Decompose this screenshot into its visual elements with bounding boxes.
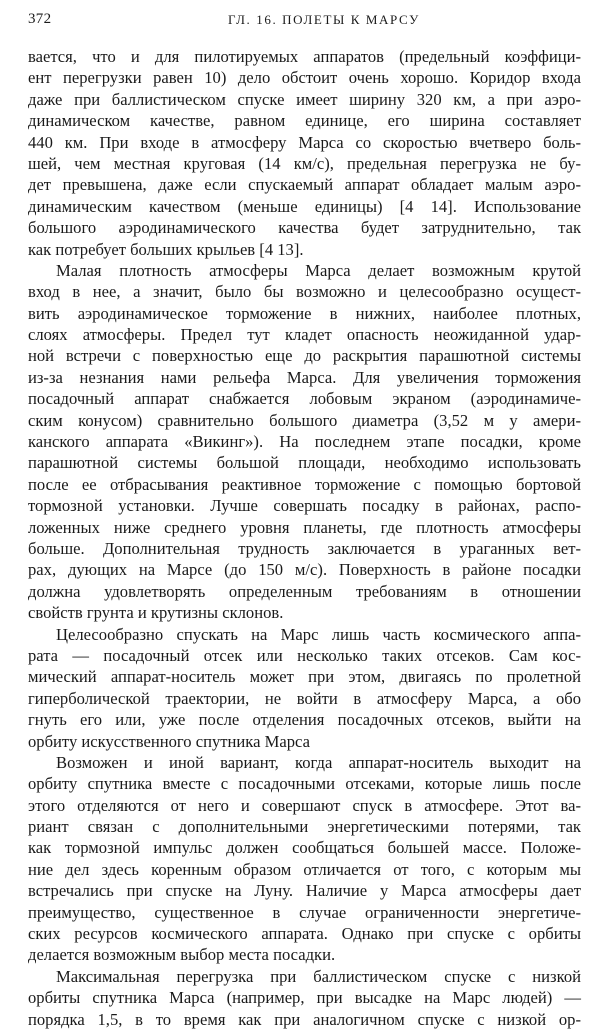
- text-line: как тормозной импульс должен сообщаться большей массе. Положе-: [28, 838, 581, 858]
- text-line: вается, что и для пилотируемых аппаратов (предельный коэффици-: [28, 47, 581, 66]
- page-number: 372: [28, 11, 52, 27]
- text-line: динамическом качестве, равном единице, его ширина составляет: [28, 111, 581, 131]
- text-line: 440 км. При входе в атмосферу Марса со скоростью вчетверо боль-: [28, 132, 581, 152]
- text-line: парашютной системы большой площади, необходимо использовать: [28, 453, 581, 473]
- paragraph: [28, 752, 581, 966]
- text-line: свойств грунта и крутизны склонов.: [28, 603, 284, 623]
- text-line: этого отделяются от него и совершают спуск в атмосфере. Этот ва-: [28, 795, 581, 815]
- text-line: орбиту искусственного спутника Марса: [28, 731, 310, 751]
- text-line: Целесообразно спускать на Марс лишь часть космического аппа-: [56, 624, 581, 644]
- text-line: из-за незнания нами рельефа Марса. Для увеличения торможения: [28, 367, 581, 387]
- text-line: больше. Дополнительная трудность заключается в ураганных вет-: [28, 538, 581, 558]
- text-line: вход в нее, а значит, было бы возможно и целесообразно осущест-: [28, 282, 581, 302]
- text-line: тормозной установки. Лучше совершать посадку в районах, распо-: [28, 496, 581, 516]
- text-line: ент перегрузки равен 10) дело обстоит очень хорошо. Коридор входа: [28, 68, 581, 88]
- text-line: встречались при спуске на Луну. Наличие у Марса атмосферы дает: [28, 881, 581, 901]
- text-line: преимущество, существенное в случае ограниченности энергетиче-: [28, 902, 581, 922]
- text-line: должна удовлетворять определенным требованиям в отношении: [28, 581, 581, 601]
- text-line: ских ресурсов космического аппарата. Однако при спуске с орбиты: [28, 924, 581, 944]
- paragraph: [28, 46, 581, 260]
- text-line: ским конусом) сравнительно большого диаметра (3,52 м у амери-: [28, 410, 581, 430]
- running-head: [28, 11, 580, 31]
- text-line: Возможен и иной вариант, когда аппарат-носитель выходит на: [56, 752, 581, 772]
- text-line: рах, дующих на Марсе (до 150 м/с). Поверхность в районе посадки: [28, 560, 581, 580]
- text-line: после ее отбрасывания реактивное торможение с помощью бортовой: [28, 474, 581, 494]
- text-line: вить аэродинамическое торможение в нижних, наиболее плотных,: [28, 303, 581, 323]
- text-line: слоях атмосферы. Предел тут кладет опасность неожиданной удар-: [28, 325, 581, 345]
- text-line: мический аппарат-носитель может при этом, двигаясь по пролетной: [28, 667, 581, 687]
- text-line: орбиты спутника Марса (например, при высадке на Марс людей) —: [28, 988, 581, 1008]
- text-line: Максимальная перегрузка при баллистическом спуске с низкой: [56, 966, 581, 986]
- text-line: большого аэродинамического качества будет затруднительно, так: [28, 218, 581, 238]
- text-line: гиперболической траектории, не войти в атмосферу Марса, а обо: [28, 688, 581, 708]
- text-line: ной встречи с поверхностью еще до раскрытия парашютной системы: [28, 346, 581, 366]
- paragraph: [28, 966, 581, 1030]
- paragraph: [28, 624, 581, 752]
- text-line: рата — посадочный отсек или несколько таких отсеков. Сам кос-: [28, 645, 581, 665]
- chapter-title: ГЛ. 16. ПОЛЕТЫ К МАРСУ: [228, 12, 420, 27]
- text-line: ние дел здесь коренным образом отличается от того, с которым мы: [28, 859, 581, 879]
- text-line: орбиту спутника вместе с посадочными отсеками, которые лишь после: [28, 774, 581, 794]
- text-line: даже при баллистическом спуске имеет ширину 320 км, а при аэро-: [28, 89, 581, 109]
- text-line: порядка 1,5, в то время как при аналогичном спуске с низкой ор-: [28, 1009, 581, 1029]
- paragraph: [28, 260, 581, 624]
- text-line: дет превышена, даже если спускаемый аппарат обладает малым аэро-: [28, 175, 581, 195]
- text-line: как потребует больших крыльев [4 13].: [28, 239, 304, 259]
- text-line: риант связан с дополнительными энергетическими потерями, так: [28, 817, 581, 837]
- text-line: делается возможным выбор места посадки.: [28, 945, 336, 965]
- text-line: шей, чем местная круговая (14 км/с), предельная перегрузка не бу-: [28, 153, 581, 173]
- text-line: посадочный аппарат снабжается лобовым экраном (аэродинамиче-: [28, 389, 581, 409]
- text-line: ложенных ниже среднего уровня планеты, где плотность атмосферы: [28, 517, 581, 537]
- text-line: канского аппарата «Викинг»). На последнем этапе посадки, кроме: [28, 432, 581, 452]
- body-text: [28, 46, 581, 1030]
- text-line: гнуть его или, уже после отделения посадочных отсеков, выйти на: [28, 710, 581, 730]
- text-line: динамическим качеством (меньше единицы) [4 14]. Использование: [28, 196, 581, 216]
- text-line: Малая плотность атмосферы Марса делает возможным крутой: [56, 260, 581, 280]
